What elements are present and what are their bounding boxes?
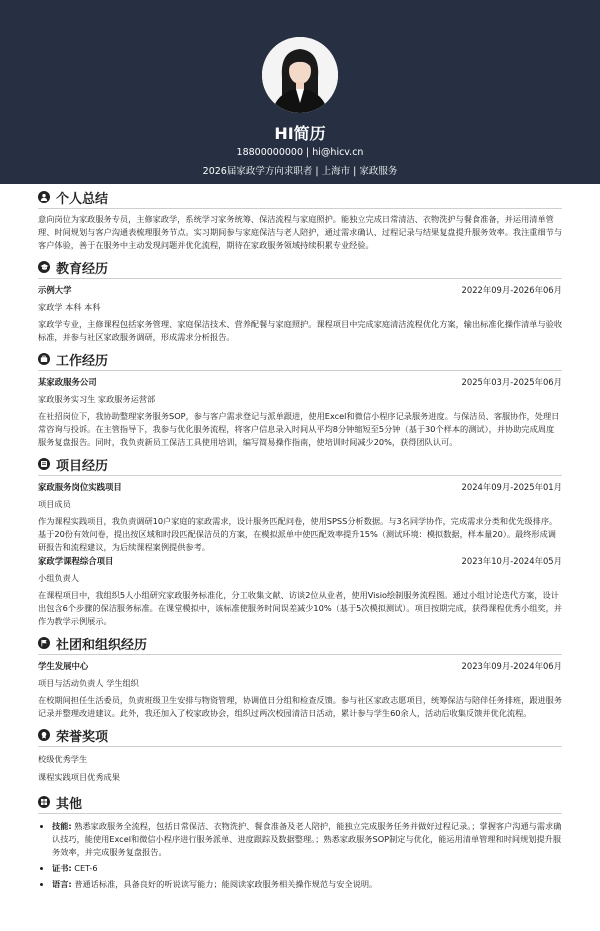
section-title: 项目经历 xyxy=(56,458,109,474)
section-education xyxy=(38,256,562,344)
item-label: 语言: xyxy=(52,879,72,889)
project-name: 家政服务岗位实践项目 xyxy=(38,482,122,492)
company-name: 某家政服务公司 xyxy=(38,377,97,387)
project-role: 项目成员 xyxy=(38,499,71,509)
section-title: 个人总结 xyxy=(56,191,109,207)
medal-icon xyxy=(38,729,50,741)
project-entry xyxy=(38,554,562,568)
person-icon xyxy=(38,191,50,203)
list-item xyxy=(52,878,562,891)
summary-text: 意向岗位为家政服务专员，主修家政学，系统学习家务统筹、保洁流程与家庭照护。能独立完成日常清洁、衣物洗护与餐食准备，并运用清单管理、时间规划与客户沟通表梳理服务节点。实习期间参与家庭保洁与老人陪护，通过需求确认、过程记录与结果复盘提升服务效率。我注重细节与客户体验，善于在服务中主动发现问题并优化流程，期待在家政服务领域持续积累专业经验。 xyxy=(38,214,563,250)
section-work xyxy=(38,348,562,449)
grid-icon xyxy=(38,796,50,808)
date-range: 2023年09月-2024年06月 xyxy=(461,661,562,671)
section-title: 社团和组织经历 xyxy=(56,637,148,653)
award-item: 校级优秀学生 xyxy=(38,754,88,764)
award-item: 课程实践项目优秀成果 xyxy=(38,772,120,782)
date-range: 2022年09月-2026年06月 xyxy=(461,285,562,295)
project-entry xyxy=(38,480,562,494)
date-range: 2024年09月-2025年01月 xyxy=(461,482,562,492)
degree-info: 家政学 本科 本科 xyxy=(38,302,101,312)
item-label: 证书: xyxy=(52,863,72,873)
section-awards xyxy=(38,724,562,785)
item-text: CET-6 xyxy=(74,863,98,873)
organization-name: 学生发展中心 xyxy=(38,661,89,671)
education-text: 家政学专业，主修课程包括家务管理、家庭保洁技术、营养配餐与家庭照护。课程项目中完成家庭清洁流程优化方案，输出标准化操作清单与验收标准，并参与社区家政服务调研，形成需求分析报告。 xyxy=(38,319,563,342)
campus-text: 在校期间担任生活委员，负责班级卫生安排与物资管理，协调值日分组和检查反馈。参与社区家政志愿项目，统筹保洁与陪伴任务排班，跟进服务记录并整理改进建议。此外，我还加入了校家政协会，组织过两次校园清洁日活动，累计参与学生60余人，活动后收集反馈并优化流程。 xyxy=(38,695,563,718)
project-role: 小组负责人 xyxy=(38,573,79,583)
section-campus xyxy=(38,632,562,720)
section-title: 荣誉奖项 xyxy=(56,729,109,745)
project-text: 作为课程实践项目，我负责调研10户家庭的家政需求，设计服务匹配问卷，使用SPSS分析数据。与3名同学协作，完成需求分类和优先级排序。基于20份有效问卷，提出按区域和时段匹配保洁员的方案，在模拟派单中使匹配效率提升15%（测试环境：模拟数据，样本量20）。最终形成调研报告和流程建议，为后续课程案例提供参考。 xyxy=(38,516,558,552)
section-title: 教育经历 xyxy=(56,261,109,277)
section-other xyxy=(38,791,562,891)
flag-icon xyxy=(38,637,50,649)
date-range: 2023年10月-2024年05月 xyxy=(461,556,562,566)
list-item xyxy=(52,820,562,859)
item-label: 技能: xyxy=(52,821,72,831)
section-title: 工作经历 xyxy=(56,353,109,369)
organization-role: 项目与活动负责人 学生组织 xyxy=(38,678,139,688)
resume-header xyxy=(0,0,600,184)
item-text: 熟悉家政服务全流程，包括日常保洁、衣物洗护、餐食准备及老人陪护，能独立完成服务任务并做好过程记录。；掌握客户沟通与需求确认技巧，能使用Excel和微信小程序进行服务派单、进度跟踪及数据整理。；熟悉家政服务SOP制定与优化，能运用清单管理和时间规划提升服务效率，并完成服务复盘报告。 xyxy=(52,821,562,857)
briefcase-icon xyxy=(38,353,50,365)
date-range: 2025年03月-2025年06月 xyxy=(461,377,562,387)
contact-info: 18800000000 | hi@hicv.cn xyxy=(236,147,364,158)
section-title: 其他 xyxy=(56,796,83,812)
project-text: 在课程项目中，我组织5人小组研究家政服务标准化，分工收集文献、访谈2位从业者，使用Visio绘制服务流程图。通过小组讨论迭代方案，设计出包含6个步骤的保洁服务标准。在课堂模拟中，该标准使服务时间误差减少10%（基于5次模拟测试）。项目按期完成，获得课程优秀小组奖，并作为教学示例展示。 xyxy=(38,590,562,626)
section-summary xyxy=(38,186,562,252)
resume-name: HI简历 xyxy=(274,124,326,143)
project-icon xyxy=(38,458,50,470)
graduation-cap-icon xyxy=(38,261,50,273)
project-name: 家政学课程综合项目 xyxy=(38,556,114,566)
school-name: 示例大学 xyxy=(38,285,72,295)
item-text: 普通话标准，具备良好的听说读写能力；能阅读家政服务相关操作规范与安全说明。 xyxy=(74,879,378,889)
section-projects xyxy=(38,453,562,628)
profile-photo xyxy=(262,37,338,113)
job-intent-info: 2026届家政学方向求职者 | 上海市 | 家政服务 xyxy=(202,166,398,177)
list-item xyxy=(52,862,562,875)
work-text: 在社招岗位下，我协助整理家务服务SOP，参与客户需求登记与派单跟进，使用Excel和微信小程序记录服务进度。与保洁员、客服协作，处理日常咨询与投诉。在主管指导下，我参与优化服务流程，将客户信息录入时间从平均8分钟缩短至5分钟（基于30个样本的测试），并协助完成周度服务复盘报告。同时，我负责新员工保洁工具使用培训，编写简易操作指南，使培训时间减少20%，获得团队认可。 xyxy=(38,411,560,447)
position-info: 家政服务实习生 家政服务运营部 xyxy=(38,394,156,404)
